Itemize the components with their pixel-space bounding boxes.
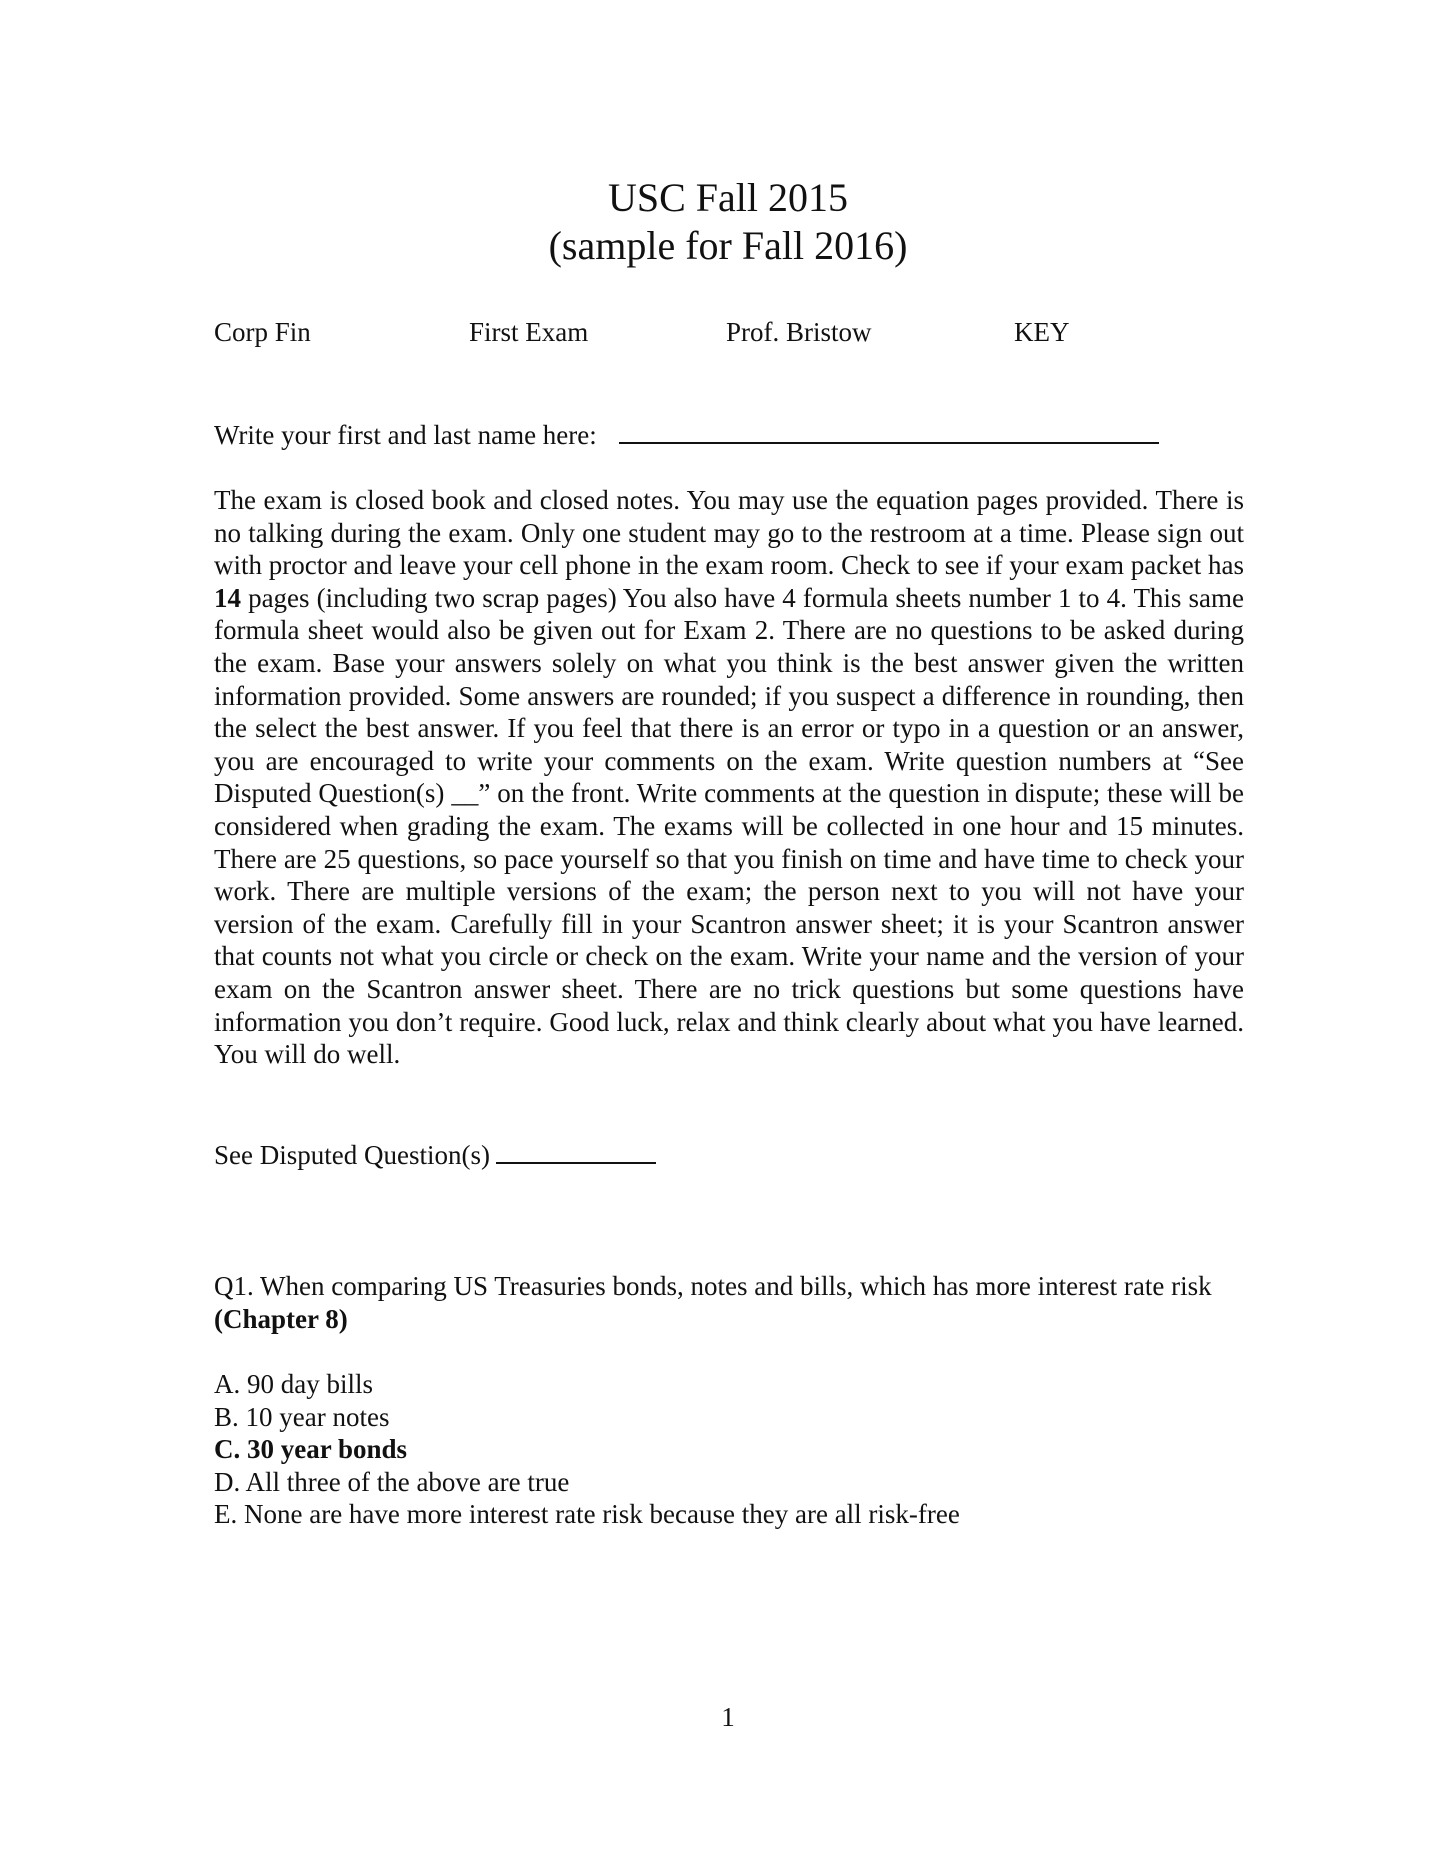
instructions-part-2: pages (including two scrap pages) You also have 4 formula sheets number 1 to 4. This same formula sheet would also be given out for Exam 2. There are no questions to be asked during the exam. Base your answers solely on what you think is the best answer given the written information provided. Some answers are rounded; if you suspect a difference in rounding, then the select the best answer. If you feel that there is an error or typo in a question or an answer, you are encouraged to write your comments on the exam. Write question numbers at “See Disputed Question(s) __” on the front. Write comments at the question in dispute; these will be considered when grading the exam. The exams will be collected in one hour and 15 minutes. There are 25 questions, so pace yourself so that you finish on time and have time to check your work. There are multiple versions of the exam; the person next to you will not have your version of the exam. Carefully fill in your Scantron answer sheet; it is your Scantron answer that counts not what you circle or check on the exam. Write your name and the version of your exam on the Scantron answer sheet. There are no trick questions but some questions have information you don’t require. Good luck, relax and think clearly about what you have learned. You will do well. (214, 582, 1244, 1070)
option-e: E. None are have more interest rate risk because they are all risk-free (214, 1499, 960, 1530)
option-b: B. 10 year notes (214, 1401, 390, 1432)
course-name: Corp Fin (214, 317, 311, 347)
answer-options (214, 1368, 1244, 1531)
exam-header (214, 317, 1244, 351)
exam-name: First Exam (469, 317, 589, 347)
disputed-questions-row (214, 1140, 656, 1171)
instructions-part-1: The exam is closed book and closed notes. You may use the equation pages provided. There is no talking during the exam. Only one student may go to the restroom at a time. Please sign out with proctor and leave your cell phone in the exam room. Check to see if your exam packet has (214, 485, 1244, 581)
name-prompt: Write your first and last name here: (214, 420, 597, 450)
name-field-row (214, 416, 1159, 451)
title-line-1: USC Fall 2015 (607, 175, 849, 220)
question-text: Q1. When comparing US Treasuries bonds, notes and bills, which has more interest rate risk (214, 1271, 1212, 1301)
option-d: D. All three of the above are true (214, 1466, 570, 1497)
disputed-blank-line[interactable] (496, 1140, 656, 1164)
key-label: KEY (1014, 317, 1070, 347)
option-a: A. 90 day bills (214, 1369, 373, 1399)
page-number: 1 (721, 1702, 735, 1732)
option-c: C. 30 year bonds (214, 1434, 408, 1465)
question-chapter: (Chapter 8) (214, 1303, 348, 1334)
title-line-2: (sample for Fall 2016) (548, 223, 908, 268)
name-blank-line[interactable] (619, 416, 1159, 444)
exam-title (0, 174, 1456, 270)
disputed-label: See Disputed Question(s) (214, 1140, 490, 1170)
professor-name: Prof. Bristow (726, 317, 872, 347)
pages-count: 14 (214, 582, 241, 613)
question-1 (214, 1270, 1244, 1335)
exam-instructions (214, 484, 1244, 1071)
